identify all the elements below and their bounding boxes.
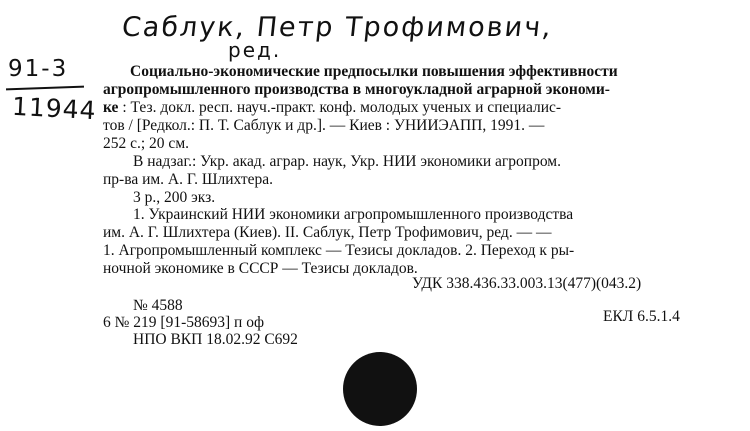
tracing-line-2: им. А. Г. Шлихтера (Киев). II. Саблук, Петр Трофимович, ред. — — (103, 224, 552, 241)
price-line: 3 р., 200 экз. (133, 189, 216, 206)
ekl-code: ЕКЛ 6.5.1.4 (603, 308, 680, 325)
note-line-1: В надзаг.: Укр. акад. аграр. наук, Укр. НИИ экономики агропром. (133, 153, 561, 170)
publication-line-2: 252 с.; 20 см. (103, 135, 189, 152)
card-punch-hole (343, 352, 417, 426)
handwritten-editor-role: ред. (228, 38, 282, 62)
npo-line: НПО ВКП 18.02.92 С692 (133, 331, 298, 348)
shelfmark-divider (6, 86, 84, 91)
publication-line-1: тов / [Редкол.: П. Т. Саблук и др.]. — Киев : УНИИЭАПП, 1991. — (103, 117, 545, 134)
card-number: № 4588 (133, 297, 183, 314)
tracing-line-1: 1. Украинский НИИ экономики агропромышленного производства (133, 206, 574, 223)
udc-classification: УДК 338.436.33.003.13(477)(043.2) (412, 275, 642, 292)
title-line-2: агропромышленного производства в многоукладной аграрной экономи- (103, 81, 610, 98)
subtitle-text: : Тез. докл. респ. науч.-практ. конф. молодых ученых и специалис- (118, 99, 562, 116)
note-line-2: пр-ва им. А. Г. Шлихтера. (103, 171, 274, 188)
title-line-3 (103, 99, 561, 116)
tracing-line-4: ночной экономике в СССР — Тезисы докладов. (103, 260, 418, 277)
title-line-1: Социально-экономические предпосылки повышения эффективности (130, 63, 618, 80)
order-line: 6 № 219 [91-58693] п оф (103, 314, 264, 331)
handwritten-shelfmark-top: 91-3 (8, 56, 69, 82)
handwritten-editor-name: Саблук, Петр Трофимович, (120, 12, 555, 43)
handwritten-shelfmark-bottom: 11944 (11, 91, 98, 126)
tracing-line-3: 1. Агропромышленный комплекс — Тезисы докладов. 2. Переход к ры- (103, 242, 575, 259)
title-continuation: ке (103, 99, 119, 116)
